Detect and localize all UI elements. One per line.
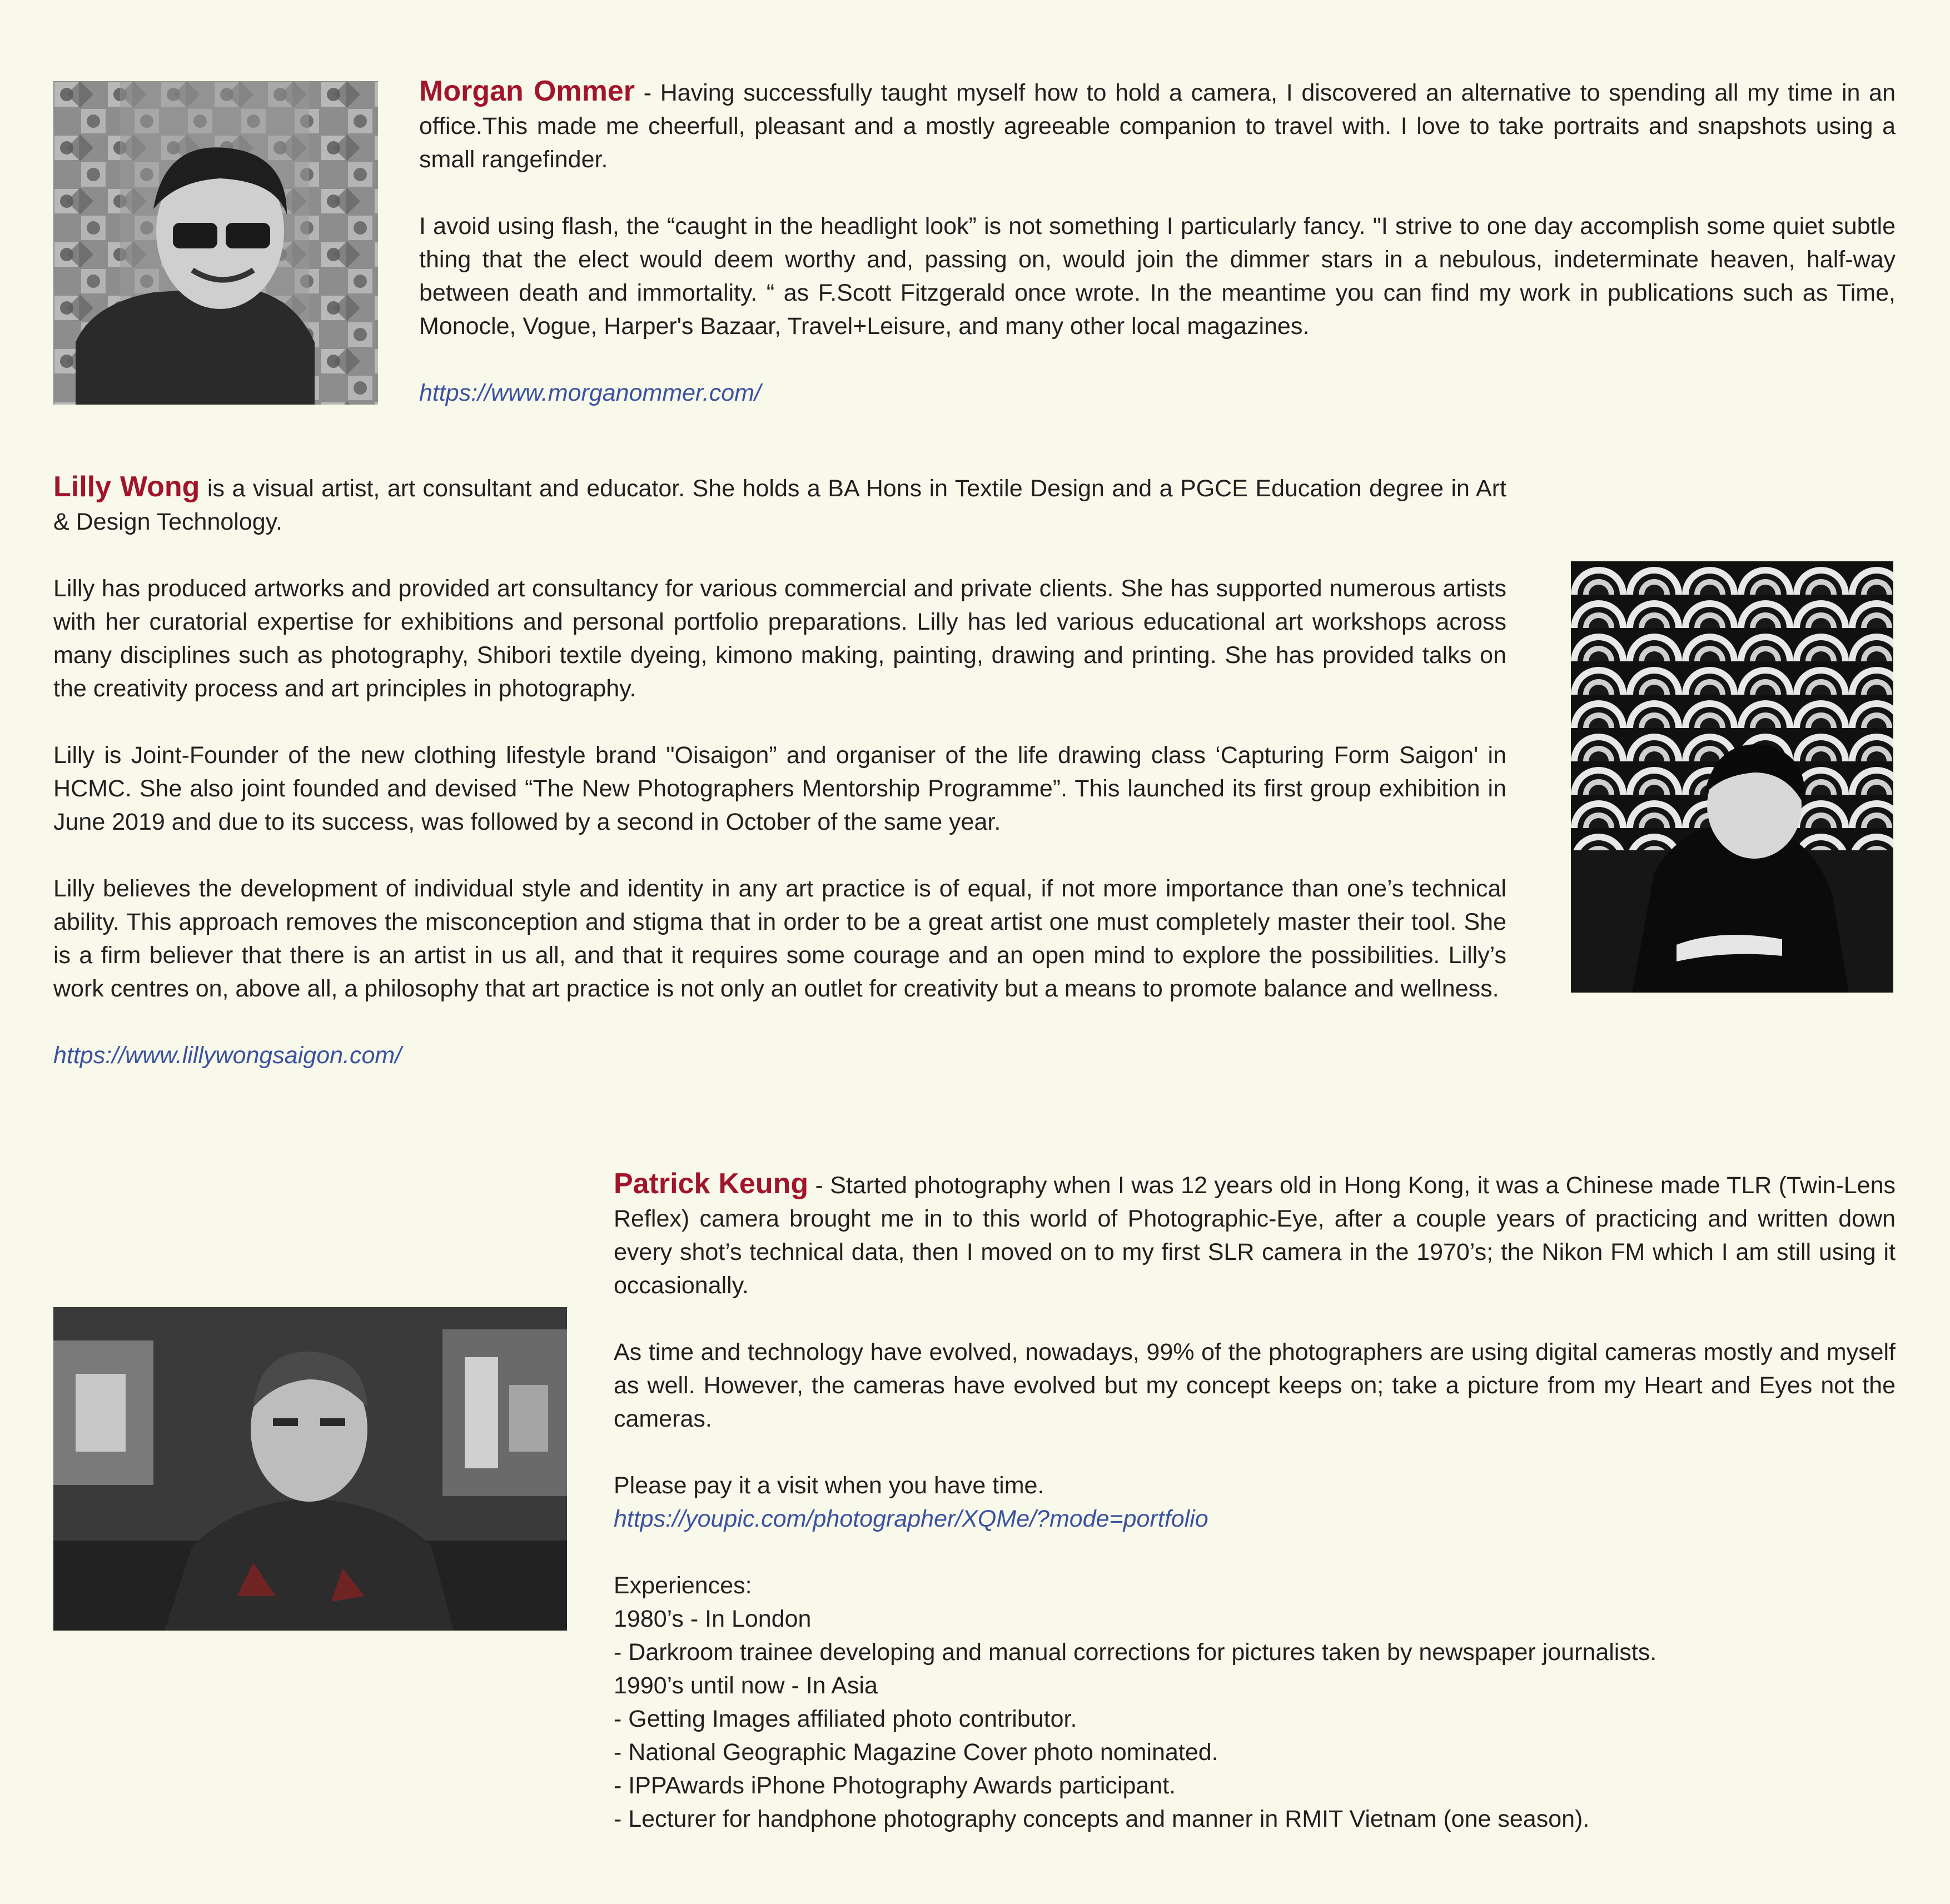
patrick-keung-name: Patrick Keung xyxy=(614,1168,809,1200)
lilly-website-link[interactable]: https://www.lillywongsaigon.com/ xyxy=(53,1042,402,1069)
experience-item: - IPPAwards iPhone Photography Awards participant. xyxy=(614,1772,1176,1799)
patrick-visit-text: Please pay it a visit when you have time. xyxy=(614,1472,1044,1499)
lilly-wong-photo xyxy=(1571,561,1893,993)
lilly-wong-name: Lilly Wong xyxy=(53,471,200,503)
experience-item: 1990’s until now - In Asia xyxy=(614,1672,878,1699)
lilly-intro-paragraph xyxy=(53,470,1506,539)
experience-item: 1980’s - In London xyxy=(614,1606,812,1632)
patrick-intro-text: - Started photography when I was 12 years old in Hong Kong, it was a Chinese made TLR (Twin-Lens Reflex) camera brought me in to this world of Photographic-Eye, after a couple years of practicing and written down every shot’s technical data, then I moved on to my first SLR camera in the 1970’s; the Nikon FM which I am still using it occasionally. xyxy=(614,1172,1896,1299)
morgan-ommer-photo xyxy=(53,81,378,405)
experiences-heading: Experiences: xyxy=(614,1572,752,1599)
experiences-section xyxy=(614,1569,1896,1836)
morgan-website-link[interactable]: https://www.morganommer.com/ xyxy=(419,380,761,406)
lilly-paragraph-3: Lilly is Joint-Founder of the new clothing lifestyle brand "Oisaigon” and organiser of the life drawing class ‘Capturing Form Saigon' in HCMC. She also joint founded and devised “The New Photographers Mentorship Programme”. This launched its first group exhibition in June 2019 and due to its success, was followed by a second in October of the same year. xyxy=(53,742,1506,835)
lilly-paragraph-4: Lilly believes the development of individual style and identity in any art practice is of equal, if not more importance than one’s technical ability. This approach removes the misconception and stigma that in order to be a great artist one must completely master their tool. She is a firm believer that there is an artist in us all, and that it requires some courage and an open mind to explore the possibilities. Lilly’s work centres on, above all, a philosophy that art practice is not only an outlet for creativity but a means to promote balance and wellness. xyxy=(53,875,1506,1002)
patrick-keung-bio xyxy=(614,1167,1896,1836)
experience-item: - National Geographic Magazine Cover photo nominated. xyxy=(614,1739,1218,1766)
morgan-paragraph-2: I avoid using flash, the “caught in the headlight look” is not something I particularly fancy. "I strive to one day accomplish some quiet subtle thing that the elect would deem worthy and, passing on, would join the dimmer stars in a nebulous, indeterminate heaven, half-way between death and immortality. “ as F.Scott Fitzgerald once wrote. In the meantime you can find my work in publications such as Time, Monocle, Vogue, Harper's Bazaar, Travel+Leisure, and many other local magazines. xyxy=(419,213,1896,340)
morgan-ommer-name: Morgan Ommer xyxy=(419,75,635,107)
lilly-intro-text: is a visual artist, art consultant and educator. She holds a BA Hons in Textile Design and a PGCE Education degree in Art & Design Technology. xyxy=(53,475,1506,535)
patrick-intro-paragraph xyxy=(614,1167,1896,1302)
lilly-wong-bio xyxy=(53,470,1506,1105)
morgan-ommer-bio xyxy=(419,74,1896,443)
patrick-keung-photo xyxy=(53,1307,567,1631)
morgan-intro-paragraph xyxy=(419,74,1896,176)
experience-item: - Getting Images affiliated photo contributor. xyxy=(614,1706,1077,1732)
patrick-portfolio-link[interactable]: https://youpic.com/photographer/XQMe/?mode=portfolio xyxy=(614,1506,1208,1532)
lilly-paragraph-2: Lilly has produced artworks and provided art consultancy for various commercial and private clients. She has supported numerous artists with her curatorial expertise for exhibitions and personal portfolio preparations. Lilly has led various educational art workshops across many disciplines such as photography, Shibori textile dyeing, kimono making, painting, drawing and printing. She has provided talks on the creativity process and art principles in photography. xyxy=(53,575,1506,702)
experience-item: - Darkroom trainee developing and manual corrections for pictures taken by newspaper journalists. xyxy=(614,1639,1657,1666)
experience-item: - Lecturer for handphone photography concepts and manner in RMIT Vietnam (one season). xyxy=(614,1806,1590,1832)
patrick-paragraph-2: As time and technology have evolved, nowadays, 99% of the photographers are using digital cameras mostly and myself as well. However, the cameras have evolved but my concept keeps on; take a picture from my Heart and Eyes not the cameras. xyxy=(614,1339,1896,1432)
morgan-intro-text: - Having successfully taught myself how to hold a camera, I discovered an alternative to spending all my time in an office.This made me cheerfull, pleasant and a mostly agreeable companion to travel with. I love to take portraits and snapshots using a small rangefinder. xyxy=(419,79,1896,173)
